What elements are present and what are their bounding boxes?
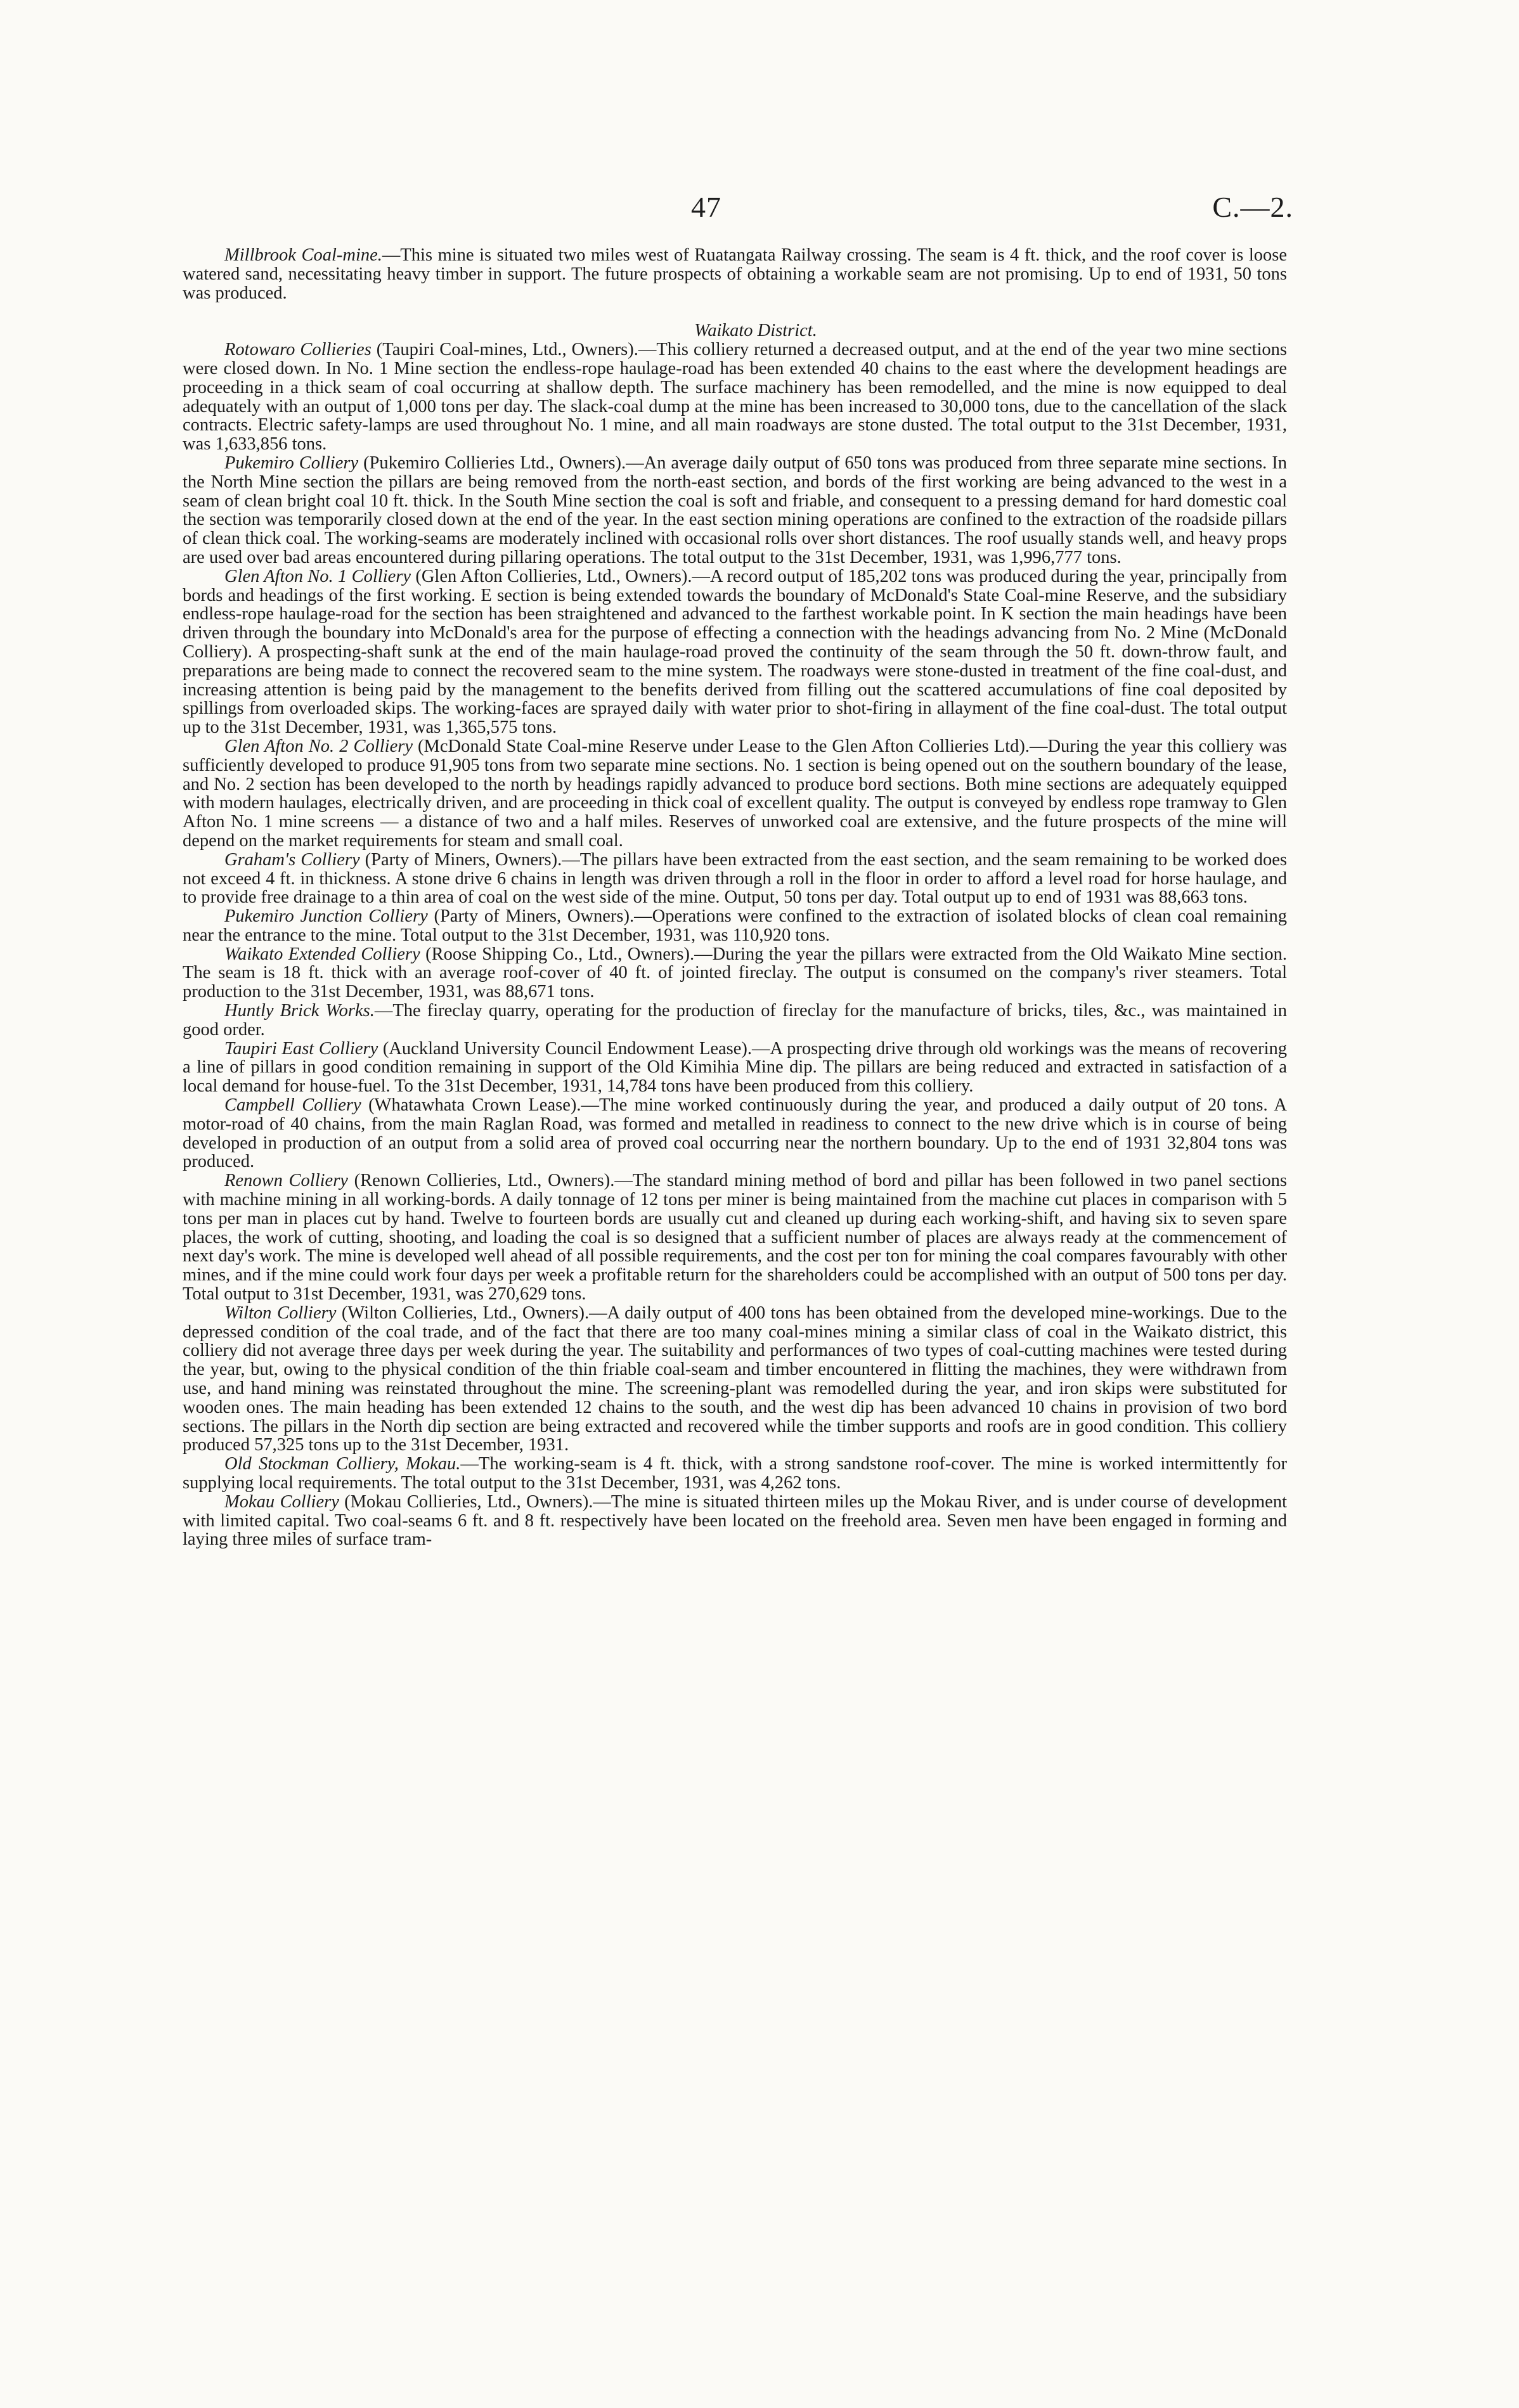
entry-paragraph (183, 1304, 1287, 1455)
entry-paragraph (183, 907, 1287, 945)
entry-title: Mokau Colliery (224, 1491, 339, 1512)
page-number: 47 (691, 191, 721, 223)
entry-text: (Roose Shipping Co., Ltd., Owners).—During the year the pillars were extracted from the Old Waikato Mine section. The seam is 18 ft. thick with an average roof-cover of 40 ft. of jointed fireclay. The output is consumed on the company's river steamers. Total production to the 31st December, 1931, was 88,671 tons. (183, 944, 1287, 1002)
district-heading: Waikato District. (694, 321, 817, 341)
entry-title: Millbrook Coal-mine. (224, 245, 382, 265)
entry-text: (Whatawhata Crown Lease).—The mine worked continuously during the year, and produced a daily output of 20 tons. A motor-road of 40 chains, from the main Raglan Road, was formed and metalled in readiness to connect to the new drive which is in course of being developed in production of an output from a solid area of proved coal occurring near the northern boundary. Up to the end of 1931 32,804 tons was produced. (183, 1095, 1287, 1172)
document-code: C.—2. (1212, 191, 1293, 223)
entry-paragraph (183, 340, 1287, 454)
entry-title: Campbell Colliery (224, 1095, 361, 1116)
entry-text: —The working-seam is 4 ft. thick, with a strong sandstone roof-cover. The mine is worked intermittently for supplying local requirements. The total output to the 31st December, 1931, was 4,262 tons. (183, 1454, 1287, 1493)
entry-title: Rotowaro Collieries (224, 340, 372, 360)
entry-text: (McDonald State Coal-mine Reserve under Lease to the Glen Afton Collieries Ltd).—During the year this colliery was sufficiently developed to produce 91,905 tons from two separate mine sections. No. 1 section is being opened out on the southern boundary of the lease, and No. 2 section has been developed to the north by headings rapidly advanced to produce bord sections. Both mine sections are adequately equipped with modern haulages, electrically driven, and are proceeding in thick coal of excellent quality. The output is conveyed by endless rope tramway to Glen Afton No. 1 mine screens — a distance of two and a half miles. Reserves of unworked coal are extensive, and the future prospects of the mine will depend on the market requirements for steam and small coal. (183, 736, 1287, 851)
entry-paragraph (183, 851, 1287, 907)
entry-text: (Party of Miners, Owners).—The pillars have been extracted from the east section, and the seam remaining to be worked does not exceed 4 ft. in thickness. A stone drive 6 chains in length was driven through a roll in the floor in order to afford a level road for horse haulage, and to provide free drainage to a thin area of coal on the west side of the mine. Output, 50 tons per day. Total output up to end of 1931 was 88,663 tons. (183, 849, 1287, 908)
intro-paragraph (183, 246, 1287, 302)
entry-title: Glen Afton No. 1 Colliery (224, 566, 411, 586)
entry-title: Pukemiro Junction Colliery (224, 906, 428, 927)
entry-title: Waikato Extended Colliery (224, 944, 420, 964)
entry-text: (Renown Collieries, Ltd., Owners).—The standard mining method of bord and pillar has been followed in two panel sections with machine mining in all working-bords. A daily tonnage of 12 tons per miner is being maintained from the machine cut places in comparison with 5 tons per man in places cut by hand. Twelve to fourteen bords are usually cut and cleaned up during each working-shift, and having six to seven spare places, the work of cutting, shooting, and loading the coal is so designed that a sufficient number of places are always ready at the commencement of next day's work. The mine is developed well ahead of all possible requirements, and the cost per ton for mining the coal compares favourably with other mines, and if the mine could work four days per week a profitable return for the shareholders could be accomplished with an output of 500 tons per day. Total output to 31st December, 1931, was 270,629 tons. (183, 1171, 1287, 1304)
entry-paragraph (183, 454, 1287, 567)
entry-text: (Auckland University Council Endowment Lease).—A prospecting drive through old workings was the means of recovering a line of pillars in good condition remaining in support of the Old Kimihia Mine dip. The pillars are being reduced and extracted in satisfaction of a local demand for house-fuel. To the 31st December, 1931, 14,784 tons have been produced from this colliery. (183, 1038, 1287, 1097)
entry-paragraph (183, 737, 1287, 851)
entry-text: —This mine is situated two miles west of Ruatangata Railway crossing. The seam is 4 ft. thick, and the roof cover is loose watered sand, necessitating heavy timber in support. The future prospects of obtaining a workable seam are not promising. Up to end of 1931, 50 tons was produced. (183, 245, 1287, 303)
entry-text: (Mokau Collieries, Ltd., Owners).—The mine is situated thirteen miles up the Mokau River, and is under course of development with limited capital. Two coal-seams 6 ft. and 8 ft. respectively have been located on the freehold area. Seven men have been engaged in forming and laying three miles of surface tram- (183, 1491, 1287, 1550)
entry-title: Pukemiro Colliery (224, 453, 359, 473)
entry-paragraph (183, 1493, 1287, 1549)
entry-text: (Wilton Collieries, Ltd., Owners).—A daily output of 400 tons has been obtained from the developed mine-workings. Due to the depressed condition of the coal trade, and of the fact that there are too many coal-mines mining a similar class of coal in the Waikato district, this colliery did not average three days per week during the year. The suitability and performances of two types of coal-cutting machines were tested during the year, but, owing to the physical condition of the thin friable coal-seam and timber encountered in flitting the machines, they were withdrawn from use, and hand mining was reinstated throughout the mine. The screening-plant was remodelled during the year, and iron skips were substituted for wooden ones. The main heading has been extended 12 chains to the south, and the west dip has been advanced 10 chains in provision of two bord sections. The pillars in the North dip section are being extracted and recovered while the timber supports and roofs are in good condition. This colliery produced 57,325 tons up to the 31st December, 1931. (183, 1303, 1287, 1455)
entry-title: Huntly Brick Works. (224, 1001, 375, 1021)
entry-text: (Taupiri Coal-mines, Ltd., Owners).—This colliery returned a decreased output, and at the end of the year two mine sections were closed down. In No. 1 Mine section the endless-rope haulage-road has been extended 40 chains to the east where the development headings are proceeding in a thick seam of coal occurring at shallow depth. The surface machinery has been remodelled, and the mine is now equipped to deal adequately with an output of 1,000 tons per day. The slack-coal dump at the mine has been increased to 30,000 tons, due to the cancellation of the slack contracts. Electric safety-lamps are used throughout No. 1 mine, and all main roadways are stone dusted. The total output to the 31st December, 1931, was 1,633,856 tons. (183, 340, 1287, 454)
entry-paragraph (183, 1171, 1287, 1304)
entry-text: (Party of Miners, Owners).—Operations were confined to the extraction of isolated blocks of clean coal remaining near the entrance to the mine. Total output to the 31st December, 1931, was 110,920 tons. (183, 906, 1287, 945)
entry-title: Old Stockman Colliery, Mokau. (224, 1454, 461, 1474)
entry-paragraph (183, 1001, 1287, 1040)
page-body (183, 246, 1287, 1549)
entry-text: (Glen Afton Collieries, Ltd., Owners).—A record output of 185,202 tons was produced during the year, principally from bords and headings of the first working. E section is being extended towards the boundary of McDonald's State Coal-mine Reserve, and the subsidiary endless-rope haulage-road for the section has been straightened and advanced to the farthest workable point. In K section the main headings have been driven through the boundary into McDonald's area for the purpose of effecting a connection with the headings advancing from No. 2 Mine (McDonald Colliery). A prospecting-shaft sunk at the end of the main haulage-road proved the continuity of the seam through the 50 ft. down-throw fault, and preparations are being made to connect the recovered seam to the mine system. The roadways were stone-dusted in treatment of the fine coal-dust, and increasing attention is being paid by the management to the benefits derived from filling out the scattered accumulations of fine coal deposited by spillings from overloaded skips. The working-faces are sprayed daily with water prior to shot-firing in allayment of the fine coal-dust. The total output up to the 31st December, 1931, was 1,365,575 tons. (183, 566, 1288, 738)
entry-paragraph (183, 567, 1287, 737)
entry-title: Glen Afton No. 2 Colliery (224, 736, 413, 756)
entry-paragraph (183, 1455, 1287, 1493)
entry-title: Wilton Colliery (224, 1303, 337, 1323)
entry-paragraph (183, 1040, 1287, 1096)
entry-title: Renown Colliery (224, 1171, 348, 1191)
entry-paragraph (183, 945, 1287, 1001)
entry-text: (Pukemiro Collieries Ltd., Owners).—An average daily output of 650 tons was produced from three separate mine sections. In the North Mine section the pillars are being removed from the north-east section, and bords of the first working are being advanced to the west in a seam of clean bright coal 10 ft. thick. In the South Mine section the coal is soft and friable, and consequent to a pressing demand for hard domestic coal the section was temporarily closed down at the end of the year. In the east section mining operations are confined to the extraction of the roadside pillars of clean thick coal. The working-seams are moderately inclined with occasional rolls over short distances. The roof usually stands well, and heavy props are used over bad areas encountered during pillaring operations. The total output to the 31st December, 1931, was 1,996,777 tons. (183, 453, 1287, 567)
entry-paragraph (183, 1096, 1287, 1171)
entry-title: Taupiri East Colliery (224, 1038, 378, 1059)
entry-text: —The fireclay quarry, operating for the production of fireclay for the manufacture of bricks, tiles, &c., was maintained in good order. (183, 1001, 1287, 1040)
entry-title: Graham's Colliery (224, 849, 360, 870)
